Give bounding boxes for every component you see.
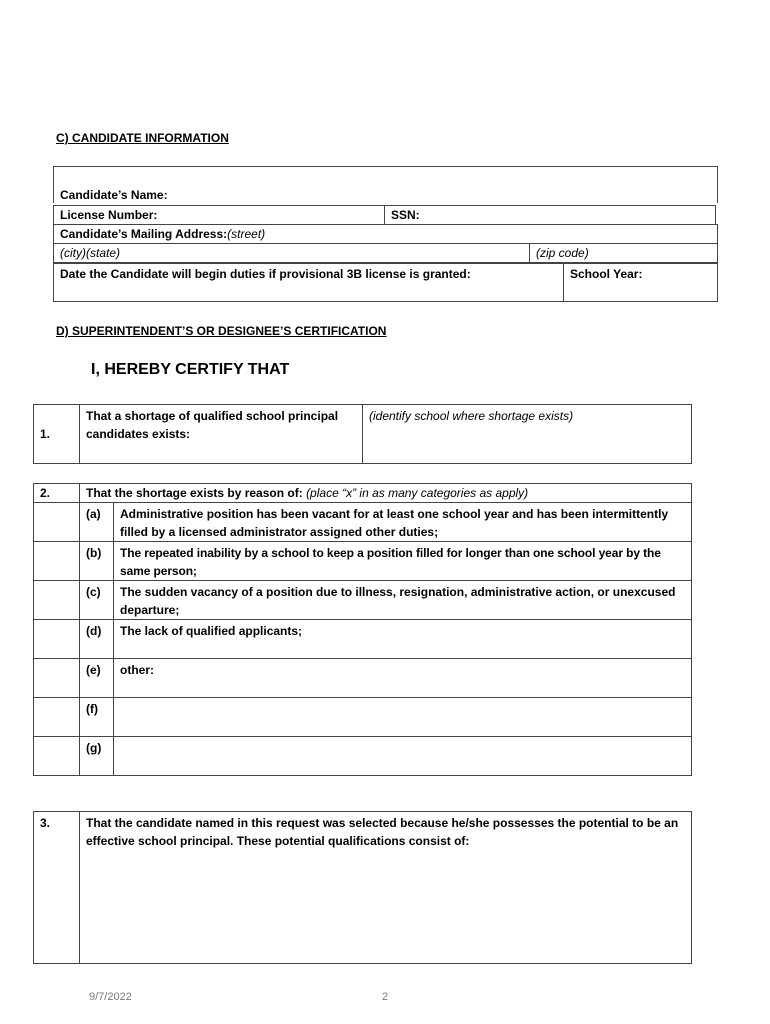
license-number-label: License Number:: [60, 208, 158, 222]
address-table: [53, 224, 718, 263]
option-d-text: The lack of qualified applicants;: [114, 620, 692, 659]
item-1-table: [33, 404, 692, 464]
option-e-text: other:: [120, 663, 154, 677]
shortage-school-hint: (identify school where shortage exists): [369, 409, 574, 423]
section-c-heading: C) CANDIDATE INFORMATION: [56, 131, 229, 145]
option-e-checkbox[interactable]: [34, 659, 80, 698]
option-row-c: [34, 581, 692, 620]
option-row-e: [34, 659, 692, 698]
option-row-b: [34, 542, 692, 581]
option-e-letter: (e): [80, 659, 114, 698]
item-2-table: [33, 483, 692, 776]
mailing-address-field[interactable]: [54, 225, 718, 244]
ssn-field[interactable]: [385, 206, 716, 225]
qualifications-field[interactable]: [80, 812, 692, 964]
option-f-letter: (f): [80, 698, 114, 737]
item-3-table: [33, 811, 692, 964]
street-hint: (street): [227, 227, 266, 241]
option-c-checkbox[interactable]: [34, 581, 80, 620]
option-row-f: [34, 698, 692, 737]
option-a-checkbox[interactable]: [34, 503, 80, 542]
item-2-hint: (place “x” in as many categories as apply): [306, 486, 529, 500]
option-row-d: [34, 620, 692, 659]
start-date-table: [53, 263, 718, 302]
option-d-checkbox[interactable]: [34, 620, 80, 659]
candidate-info-table: [53, 205, 716, 225]
option-a-text: Administrative position has been vacant for at least one school year and has been intermittently filled by a licensed administrator assigned other duties;: [114, 503, 692, 542]
option-row-g: [34, 737, 692, 776]
option-e-other-field[interactable]: [114, 659, 692, 698]
option-b-checkbox[interactable]: [34, 542, 80, 581]
mailing-address-label: Candidate’s Mailing Address:: [60, 227, 228, 241]
option-f-text[interactable]: [114, 698, 692, 737]
option-f-checkbox[interactable]: [34, 698, 80, 737]
certify-title: I, HEREBY CERTIFY THAT: [91, 361, 290, 378]
city-state-hint: (city)(state): [60, 246, 120, 260]
ssn-label: SSN:: [391, 208, 420, 222]
footer-date: 9/7/2022: [89, 991, 132, 1003]
candidate-name-label: Candidate’s Name:: [60, 188, 168, 202]
school-year-field[interactable]: [564, 264, 718, 302]
start-date-field[interactable]: [54, 264, 564, 302]
license-number-field[interactable]: [54, 206, 385, 225]
candidate-name-row: [53, 166, 718, 203]
option-g-checkbox[interactable]: [34, 737, 80, 776]
item-3-text: That the candidate named in this request was selected because he/she possesses the potential to be an effective school principal. These potential qualifications consist of:: [86, 816, 679, 848]
option-c-text: The sudden vacancy of a position due to illness, resignation, administrative action, or unexcused departure;: [114, 581, 692, 620]
option-b-letter: (b): [80, 542, 114, 581]
city-state-field[interactable]: [54, 244, 530, 263]
school-year-label: School Year:: [570, 267, 643, 281]
option-g-text[interactable]: [114, 737, 692, 776]
option-a-letter: (a): [80, 503, 114, 542]
item-2-number: 2.: [34, 484, 80, 503]
section-d-heading: D) SUPERINTENDENT’S OR DESIGNEE’S CERTIFICATION: [56, 324, 387, 338]
option-b-text: The repeated inability by a school to keep a position filled for longer than one school year by the same person;: [114, 542, 692, 581]
item-2-text: That the shortage exists by reason of:: [86, 486, 307, 500]
item-3-number: 3.: [34, 812, 80, 964]
option-g-letter: (g): [80, 737, 114, 776]
zip-code-field[interactable]: [530, 244, 718, 263]
shortage-school-field[interactable]: [363, 405, 692, 464]
start-date-label: Date the Candidate will begin duties if provisional 3B license is granted:: [60, 267, 471, 281]
item-2-header: [80, 484, 692, 503]
page-number: 2: [382, 991, 389, 1003]
option-d-letter: (d): [80, 620, 114, 659]
zip-code-hint: (zip code): [536, 246, 589, 260]
item-1-number: 1.: [34, 405, 80, 464]
option-row-a: [34, 503, 692, 542]
item-1-text: That a shortage of qualified school principal candidates exists:: [80, 405, 363, 464]
option-c-letter: (c): [80, 581, 114, 620]
